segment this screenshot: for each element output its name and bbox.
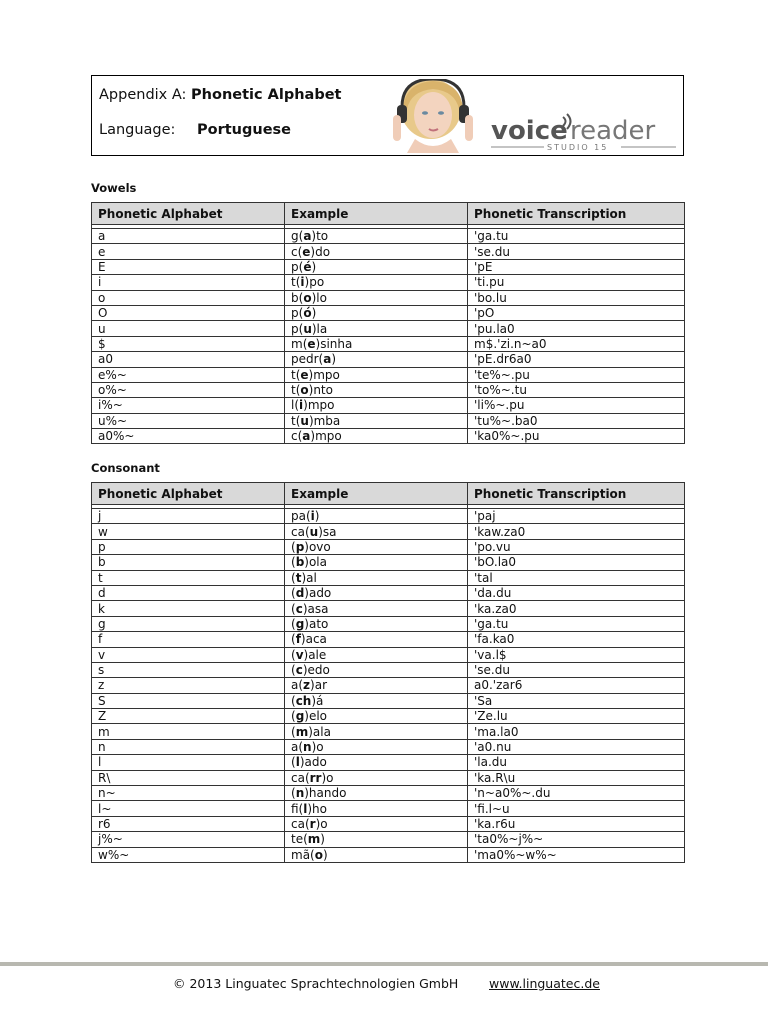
example-text: p(	[291, 259, 304, 274]
transcription-cell: 'fa.ka0	[468, 632, 685, 647]
example-highlight: u	[300, 413, 309, 428]
example-text: (	[291, 570, 296, 585]
table-row	[92, 662, 685, 677]
example-text: g(	[291, 229, 304, 244]
phonetic-symbol-cell: E	[92, 259, 285, 274]
example-highlight: e	[307, 336, 316, 351]
example-text: )elo	[304, 709, 328, 724]
example-text: )po	[304, 275, 325, 290]
appendix-title	[99, 87, 341, 103]
transcription-cell: 'va.l$	[468, 647, 685, 662]
example-cell	[285, 524, 468, 539]
example-text: )ar	[310, 678, 327, 693]
example-cell	[285, 847, 468, 862]
phonetic-symbol-cell: z	[92, 678, 285, 693]
transcription-cell: 'fi.l~u	[468, 801, 685, 816]
table-row	[92, 539, 685, 554]
example-highlight: a	[302, 429, 311, 444]
example-text: )ola	[304, 555, 327, 570]
example-highlight: o	[303, 290, 312, 305]
example-text: (	[291, 663, 296, 678]
table-row	[92, 786, 685, 801]
example-cell	[285, 539, 468, 554]
footer-divider	[0, 962, 768, 966]
transcription-cell: 'po.vu	[468, 539, 685, 554]
transcription-cell: 'ta0%~j%~	[468, 832, 685, 847]
example-text: )ato	[304, 616, 329, 631]
example-highlight: m	[295, 724, 309, 739]
example-text: mã(	[291, 847, 315, 862]
example-cell	[285, 413, 468, 428]
transcription-cell: 'Ze.lu	[468, 709, 685, 724]
logo-studio-text: STUDIO 15	[547, 143, 609, 152]
phonetic-symbol-cell: l~	[92, 801, 285, 816]
example-text: )o	[321, 770, 334, 785]
phonetic-symbol-cell: O	[92, 305, 285, 320]
table-row	[92, 616, 685, 631]
example-text: )do	[310, 244, 331, 259]
appendix-heading: Phonetic Alphabet	[191, 87, 342, 103]
table-row	[92, 524, 685, 539]
example-text: b(	[291, 290, 304, 305]
table-row	[92, 382, 685, 397]
transcription-cell: 'la.du	[468, 755, 685, 770]
phonetic-symbol-cell: a	[92, 229, 285, 244]
example-highlight: é	[303, 259, 312, 274]
example-highlight: g	[295, 709, 305, 724]
phonetic-symbol-cell: a0%~	[92, 429, 285, 444]
example-text: p(	[291, 321, 304, 336]
phonetic-symbol-cell: p	[92, 539, 285, 554]
transcription-cell: 'se.du	[468, 244, 685, 259]
language-label: Language:	[99, 122, 176, 138]
example-text: (	[291, 539, 296, 554]
example-text: )nto	[308, 383, 333, 398]
transcription-cell: 'ma0%~w%~	[468, 847, 685, 862]
example-text: ca(	[291, 524, 310, 539]
example-text: )ovo	[304, 539, 331, 554]
voicereader-logo	[389, 79, 681, 153]
phonetic-symbol-cell: j	[92, 509, 285, 524]
example-highlight: z	[303, 678, 311, 693]
transcription-cell: 'paj	[468, 509, 685, 524]
table-row	[92, 244, 685, 259]
example-highlight: rr	[309, 770, 322, 785]
transcription-cell: 'se.du	[468, 662, 685, 677]
example-highlight: r	[309, 817, 316, 831]
phonetic-symbol-cell: $	[92, 336, 285, 351]
table-row	[92, 832, 685, 847]
example-text: )	[331, 352, 337, 367]
headphone-woman-photo	[389, 79, 489, 153]
phonetic-symbol-cell: n~	[92, 786, 285, 801]
example-cell	[285, 229, 468, 244]
vowels-title: Vowels	[91, 181, 137, 195]
example-text: l(	[291, 398, 300, 413]
example-text: )á	[311, 693, 324, 708]
example-text: )al	[301, 570, 317, 585]
example-cell	[285, 305, 468, 320]
transcription-cell: 'tal	[468, 570, 685, 585]
example-text: (	[291, 755, 296, 770]
example-cell	[285, 832, 468, 847]
col-header-example: Example	[285, 203, 468, 225]
table-row	[92, 739, 685, 754]
vowels-table	[91, 202, 685, 444]
table-row	[92, 259, 685, 274]
example-cell	[285, 290, 468, 305]
table-row	[92, 632, 685, 647]
example-text: )sinha	[315, 336, 353, 351]
phonetic-symbol-cell: i%~	[92, 398, 285, 413]
phonetic-symbol-cell: e%~	[92, 367, 285, 382]
example-text: ca(	[291, 817, 310, 831]
example-text: )	[311, 306, 317, 321]
example-text: (	[291, 647, 296, 662]
example-text: )aca	[300, 632, 327, 647]
example-text: )o	[311, 740, 324, 755]
example-highlight: i	[299, 398, 304, 413]
example-text: (	[291, 786, 296, 801]
example-text: (	[291, 693, 296, 708]
example-text: )ale	[303, 647, 327, 662]
table-row	[92, 816, 685, 831]
transcription-cell: 'kaw.za0	[468, 524, 685, 539]
phonetic-symbol-cell: w%~	[92, 847, 285, 862]
example-cell	[285, 755, 468, 770]
example-text: a(	[291, 678, 304, 693]
phonetic-symbol-cell: u%~	[92, 413, 285, 428]
example-text: p(	[291, 306, 304, 321]
example-highlight: t	[295, 570, 302, 585]
phonetic-symbol-cell: d	[92, 585, 285, 600]
phonetic-symbol-cell: a0	[92, 352, 285, 367]
example-text: (	[291, 632, 296, 647]
example-text: )mpo	[308, 367, 340, 382]
transcription-cell: 'ti.pu	[468, 275, 685, 290]
transcription-cell: 'pE	[468, 259, 685, 274]
table-row	[92, 413, 685, 428]
example-cell	[285, 693, 468, 708]
transcription-cell: 'Sa	[468, 693, 685, 708]
table-row	[92, 585, 685, 600]
example-text: )	[320, 832, 325, 847]
phonetic-symbol-cell: g	[92, 616, 285, 631]
phonetic-symbol-cell: v	[92, 647, 285, 662]
example-cell	[285, 678, 468, 693]
language-value: Portuguese	[197, 122, 291, 138]
table-row	[92, 570, 685, 585]
example-text: )mpo	[303, 398, 335, 413]
example-text: c(	[291, 429, 303, 444]
transcription-cell: 'a0.nu	[468, 739, 685, 754]
example-highlight: g	[295, 616, 305, 631]
table-row	[92, 678, 685, 693]
example-text: )sa	[318, 524, 337, 539]
example-cell	[285, 786, 468, 801]
transcription-cell: 'pu.la0	[468, 321, 685, 336]
example-cell	[285, 770, 468, 785]
col-header-transcription: Phonetic Transcription	[468, 203, 685, 225]
footer-website-link[interactable]: www.linguatec.de	[489, 976, 600, 991]
example-text: a(	[291, 740, 304, 755]
example-text: )to	[311, 229, 329, 244]
transcription-cell: 'tu%~.ba0	[468, 413, 685, 428]
transcription-cell: 'pO	[468, 305, 685, 320]
table-row	[92, 724, 685, 739]
phonetic-symbol-cell: e	[92, 244, 285, 259]
transcription-cell: 'ka0%~.pu	[468, 429, 685, 444]
phonetic-symbol-cell: f	[92, 632, 285, 647]
example-text: )	[311, 259, 317, 274]
consonants-table	[91, 482, 685, 863]
example-highlight: o	[300, 383, 309, 398]
example-cell	[285, 382, 468, 397]
transcription-cell: m$.'zi.n~a0	[468, 336, 685, 351]
phonetic-symbol-cell: R\	[92, 770, 285, 785]
logo-voice-text: voice	[491, 116, 568, 146]
phonetic-symbol-cell: r6	[92, 816, 285, 831]
example-highlight: e	[302, 244, 311, 259]
transcription-cell: 'bo.lu	[468, 290, 685, 305]
phonetic-symbol-cell: o%~	[92, 382, 285, 397]
table-row	[92, 305, 685, 320]
transcription-cell: 'ga.tu	[468, 229, 685, 244]
example-highlight: l	[303, 801, 308, 816]
example-cell	[285, 259, 468, 274]
table-row	[92, 352, 685, 367]
example-text: )ala	[308, 724, 331, 739]
example-text: )mpo	[310, 429, 342, 444]
table-row	[92, 770, 685, 785]
example-text: )	[322, 847, 328, 862]
example-highlight: o	[314, 847, 323, 862]
transcription-cell: 'bO.la0	[468, 555, 685, 570]
table-row	[92, 336, 685, 351]
phonetic-symbol-cell: s	[92, 662, 285, 677]
table-row	[92, 693, 685, 708]
col-header-alphabet: Phonetic Alphabet	[92, 203, 285, 225]
example-text: )la	[311, 321, 328, 336]
phonetic-symbol-cell: w	[92, 524, 285, 539]
transcription-cell: 'ka.r6u	[468, 816, 685, 831]
transcription-cell: a0.'zar6	[468, 678, 685, 693]
example-cell	[285, 801, 468, 816]
example-highlight: u	[309, 524, 319, 539]
phonetic-symbol-cell: n	[92, 739, 285, 754]
example-highlight: u	[303, 321, 312, 336]
example-cell	[285, 509, 468, 524]
example-highlight: a	[303, 229, 312, 244]
table-row	[92, 275, 685, 290]
table-row	[92, 601, 685, 616]
phonetic-symbol-cell: b	[92, 555, 285, 570]
example-highlight: v	[295, 647, 304, 662]
example-highlight: n	[303, 740, 312, 755]
example-cell	[285, 585, 468, 600]
example-text: te(	[291, 832, 308, 847]
example-cell	[285, 724, 468, 739]
transcription-cell: 'te%~.pu	[468, 367, 685, 382]
example-cell	[285, 601, 468, 616]
example-text: (	[291, 601, 296, 616]
consonant-title: Consonant	[91, 461, 160, 475]
example-text: (	[291, 586, 296, 601]
transcription-cell: 'da.du	[468, 585, 685, 600]
example-text: )	[314, 509, 320, 524]
example-highlight: c	[295, 663, 303, 678]
example-cell	[285, 336, 468, 351]
example-cell	[285, 555, 468, 570]
example-text: )ado	[304, 586, 332, 601]
example-cell	[285, 632, 468, 647]
example-highlight: e	[300, 367, 309, 382]
table-row	[92, 555, 685, 570]
example-cell	[285, 352, 468, 367]
consonants-header-row	[92, 483, 685, 505]
table-row	[92, 229, 685, 244]
example-text: fi(	[291, 801, 304, 816]
phonetic-symbol-cell: u	[92, 321, 285, 336]
example-highlight: l	[295, 755, 300, 770]
transcription-cell: 'ma.la0	[468, 724, 685, 739]
example-highlight: a	[323, 352, 332, 367]
table-row	[92, 290, 685, 305]
example-text: c(	[291, 244, 303, 259]
table-row	[92, 398, 685, 413]
transcription-cell: 'to%~.tu	[468, 382, 685, 397]
phonetic-symbol-cell: Z	[92, 709, 285, 724]
example-highlight: ó	[303, 306, 312, 321]
example-highlight: b	[295, 555, 305, 570]
phonetic-symbol-cell: l	[92, 755, 285, 770]
phonetic-symbol-cell: S	[92, 693, 285, 708]
appendix-prefix: Appendix A:	[99, 87, 187, 103]
logo-reader-text: reader	[570, 116, 656, 146]
example-highlight: m	[307, 832, 321, 847]
example-text: )asa	[302, 601, 329, 616]
example-highlight: c	[295, 601, 303, 616]
transcription-cell: 'li%~.pu	[468, 398, 685, 413]
transcription-cell: 'n~a0%~.du	[468, 786, 685, 801]
transcription-cell: 'pE.dr6a0	[468, 352, 685, 367]
table-row	[92, 647, 685, 662]
header-box	[91, 75, 684, 156]
example-cell	[285, 321, 468, 336]
phonetic-symbol-cell: o	[92, 290, 285, 305]
example-cell	[285, 816, 468, 831]
example-text: )lo	[311, 290, 327, 305]
transcription-cell: 'ka.za0	[468, 601, 685, 616]
phonetic-symbol-cell: m	[92, 724, 285, 739]
example-highlight: p	[295, 539, 305, 554]
example-cell	[285, 570, 468, 585]
example-cell	[285, 709, 468, 724]
example-text: )hando	[304, 786, 347, 801]
example-highlight: ch	[295, 693, 312, 708]
example-text: (	[291, 724, 296, 739]
col-header-alphabet: Phonetic Alphabet	[92, 483, 285, 505]
example-text: ca(	[291, 770, 310, 785]
transcription-cell: 'ga.tu	[468, 616, 685, 631]
transcription-cell: 'ka.R\u	[468, 770, 685, 785]
example-text: t(	[291, 383, 301, 398]
example-cell	[285, 275, 468, 290]
example-cell	[285, 429, 468, 444]
example-text: )ado	[299, 755, 327, 770]
phonetic-symbol-cell: k	[92, 601, 285, 616]
example-text: pedr(	[291, 352, 324, 367]
example-cell	[285, 367, 468, 382]
example-cell	[285, 244, 468, 259]
phonetic-symbol-cell: i	[92, 275, 285, 290]
table-row	[92, 321, 685, 336]
table-row	[92, 509, 685, 524]
table-row	[92, 755, 685, 770]
example-cell	[285, 647, 468, 662]
example-highlight: f	[295, 632, 301, 647]
example-text: t(	[291, 367, 301, 382]
example-text: (	[291, 709, 296, 724]
example-text: )o	[315, 817, 328, 831]
example-text: t(	[291, 413, 301, 428]
phonetic-symbol-cell: j%~	[92, 832, 285, 847]
example-cell	[285, 398, 468, 413]
example-text: )edo	[302, 663, 330, 678]
table-row	[92, 847, 685, 862]
example-highlight: i	[300, 275, 305, 290]
example-text: (	[291, 616, 296, 631]
example-text: t(	[291, 275, 301, 290]
example-cell	[285, 662, 468, 677]
table-row	[92, 801, 685, 816]
example-text: m(	[291, 336, 308, 351]
example-cell	[285, 616, 468, 631]
example-text: )ho	[307, 801, 328, 816]
phonetic-symbol-cell: t	[92, 570, 285, 585]
example-highlight: i	[310, 509, 315, 524]
table-row	[92, 709, 685, 724]
example-text: )mba	[308, 413, 341, 428]
col-header-transcription: Phonetic Transcription	[468, 483, 685, 505]
col-header-example: Example	[285, 483, 468, 505]
footer-copyright: © 2013 Linguatec Sprachtechnologien GmbH	[173, 976, 459, 991]
vowels-header-row	[92, 203, 685, 225]
language-line	[99, 122, 291, 138]
example-highlight: n	[295, 786, 305, 801]
example-text: pa(	[291, 509, 311, 524]
table-row	[92, 367, 685, 382]
example-highlight: d	[295, 586, 305, 601]
table-row	[92, 429, 685, 444]
example-text: (	[291, 555, 296, 570]
example-cell	[285, 739, 468, 754]
